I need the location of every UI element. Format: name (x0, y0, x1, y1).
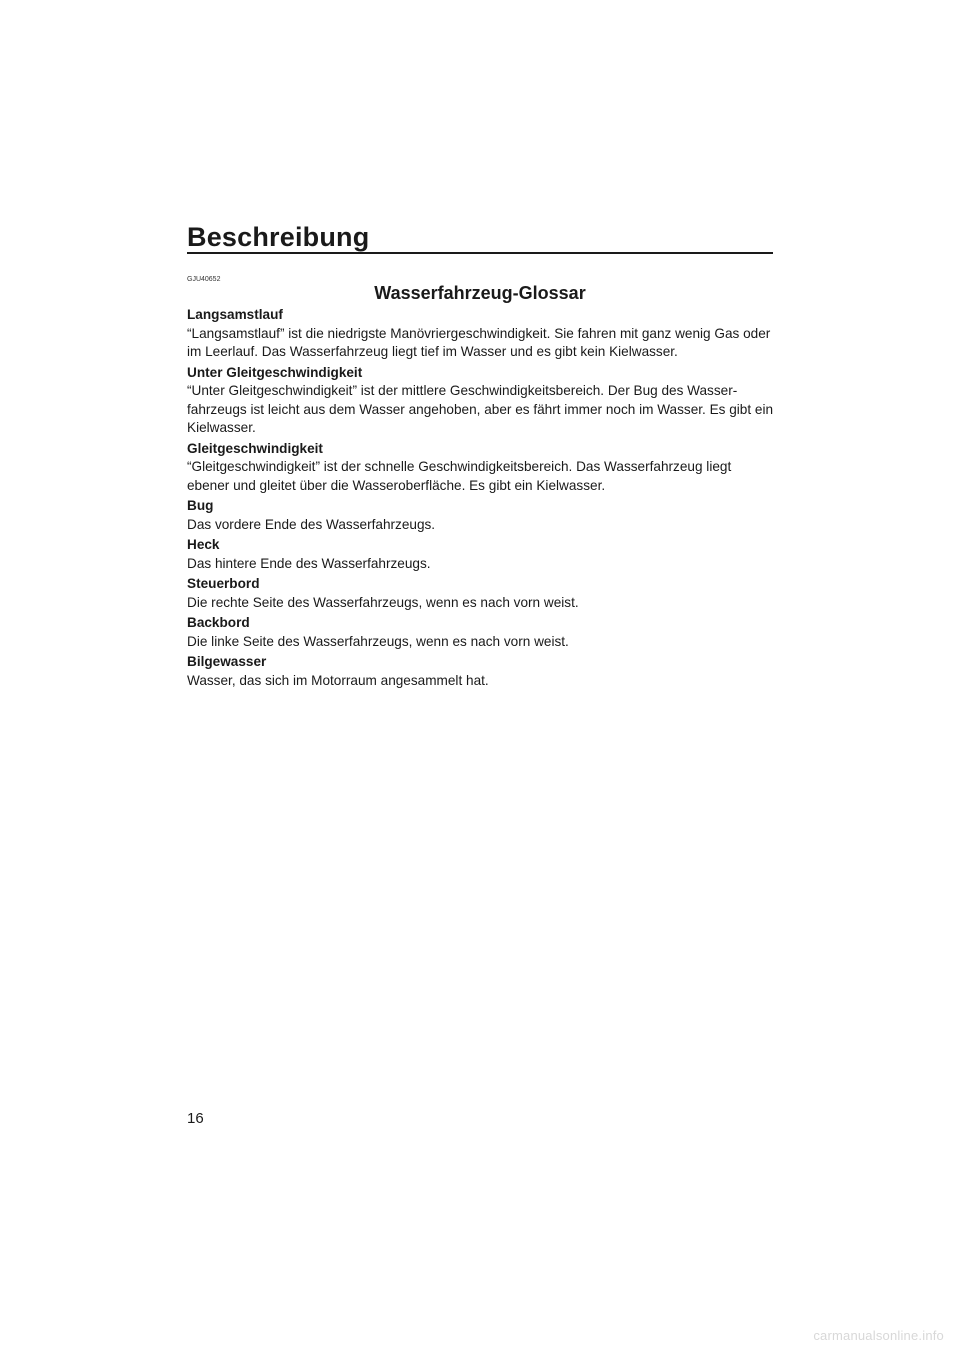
glossary-term: Backbord (187, 615, 250, 630)
page-number: 16 (187, 1110, 204, 1127)
glossary-entry (187, 306, 777, 362)
glossary-entry (187, 440, 777, 496)
glossary-definition: Das vordere Ende des Wasserfahrzeugs. (187, 516, 436, 532)
glossary-entry (187, 536, 777, 573)
glossary-definition: Das hintere Ende des Wasserfahrzeugs. (187, 555, 431, 571)
section-code: GJU40652 (187, 276, 221, 283)
glossary-definition: “Langsamstlauf” ist die niedrigste Manövriergeschwindigkeit. Sie fahren mit ganz wenig Gas oder im Leerlauf. Das Wasserfahrzeug liegt tief im Wasser und es gibt kein Kielwasser. (187, 325, 771, 359)
glossary-term: Bilgewasser (187, 654, 267, 669)
glossary-definition: “Gleitgeschwindigkeit” ist der schnelle Geschwindigkeitsbereich. Das Wasserfahrzeug liegt ebener und gleitet über die Wasseroberfläche. Es gibt ein Kielwasser. (187, 459, 732, 493)
glossary-definition: “Unter Gleitgeschwindigkeit” ist der mittlere Geschwindigkeitsbereich. Der Bug des Wasser-fahrzeugs ist leicht aus dem Wasser angehoben, aber es fährt immer noch im Wasser. Es gibt ein Kielwasser. (187, 383, 774, 435)
glossary-term: Unter Gleitgeschwindigkeit (187, 364, 363, 380)
glossary-definition: Die rechte Seite des Wasserfahrzeugs, wenn es nach vorn weist. (187, 594, 579, 610)
watermark: carmanualsonline.info (813, 1328, 944, 1343)
glossary-entry (187, 575, 777, 612)
glossary-entry (187, 653, 777, 690)
section-title: Wasserfahrzeug-Glossar (374, 283, 586, 303)
glossary-entry (187, 614, 777, 651)
glossary-definition: Die linke Seite des Wasserfahrzeugs, wenn es nach vorn weist. (187, 633, 569, 649)
glossary-term: Steuerbord (187, 576, 260, 591)
glossary-list (187, 306, 777, 692)
glossary-definition: Wasser, das sich im Motorraum angesammelt hat. (187, 672, 489, 688)
glossary-term: Gleitgeschwindigkeit (187, 440, 323, 456)
header-rule (187, 252, 773, 254)
glossary-entry (187, 364, 777, 438)
header-title: Beschreibung (187, 222, 370, 252)
glossary-entry (187, 497, 777, 534)
glossary-term: Bug (187, 498, 214, 513)
glossary-term: Langsamstlauf (187, 307, 283, 322)
glossary-term: Heck (187, 537, 220, 552)
